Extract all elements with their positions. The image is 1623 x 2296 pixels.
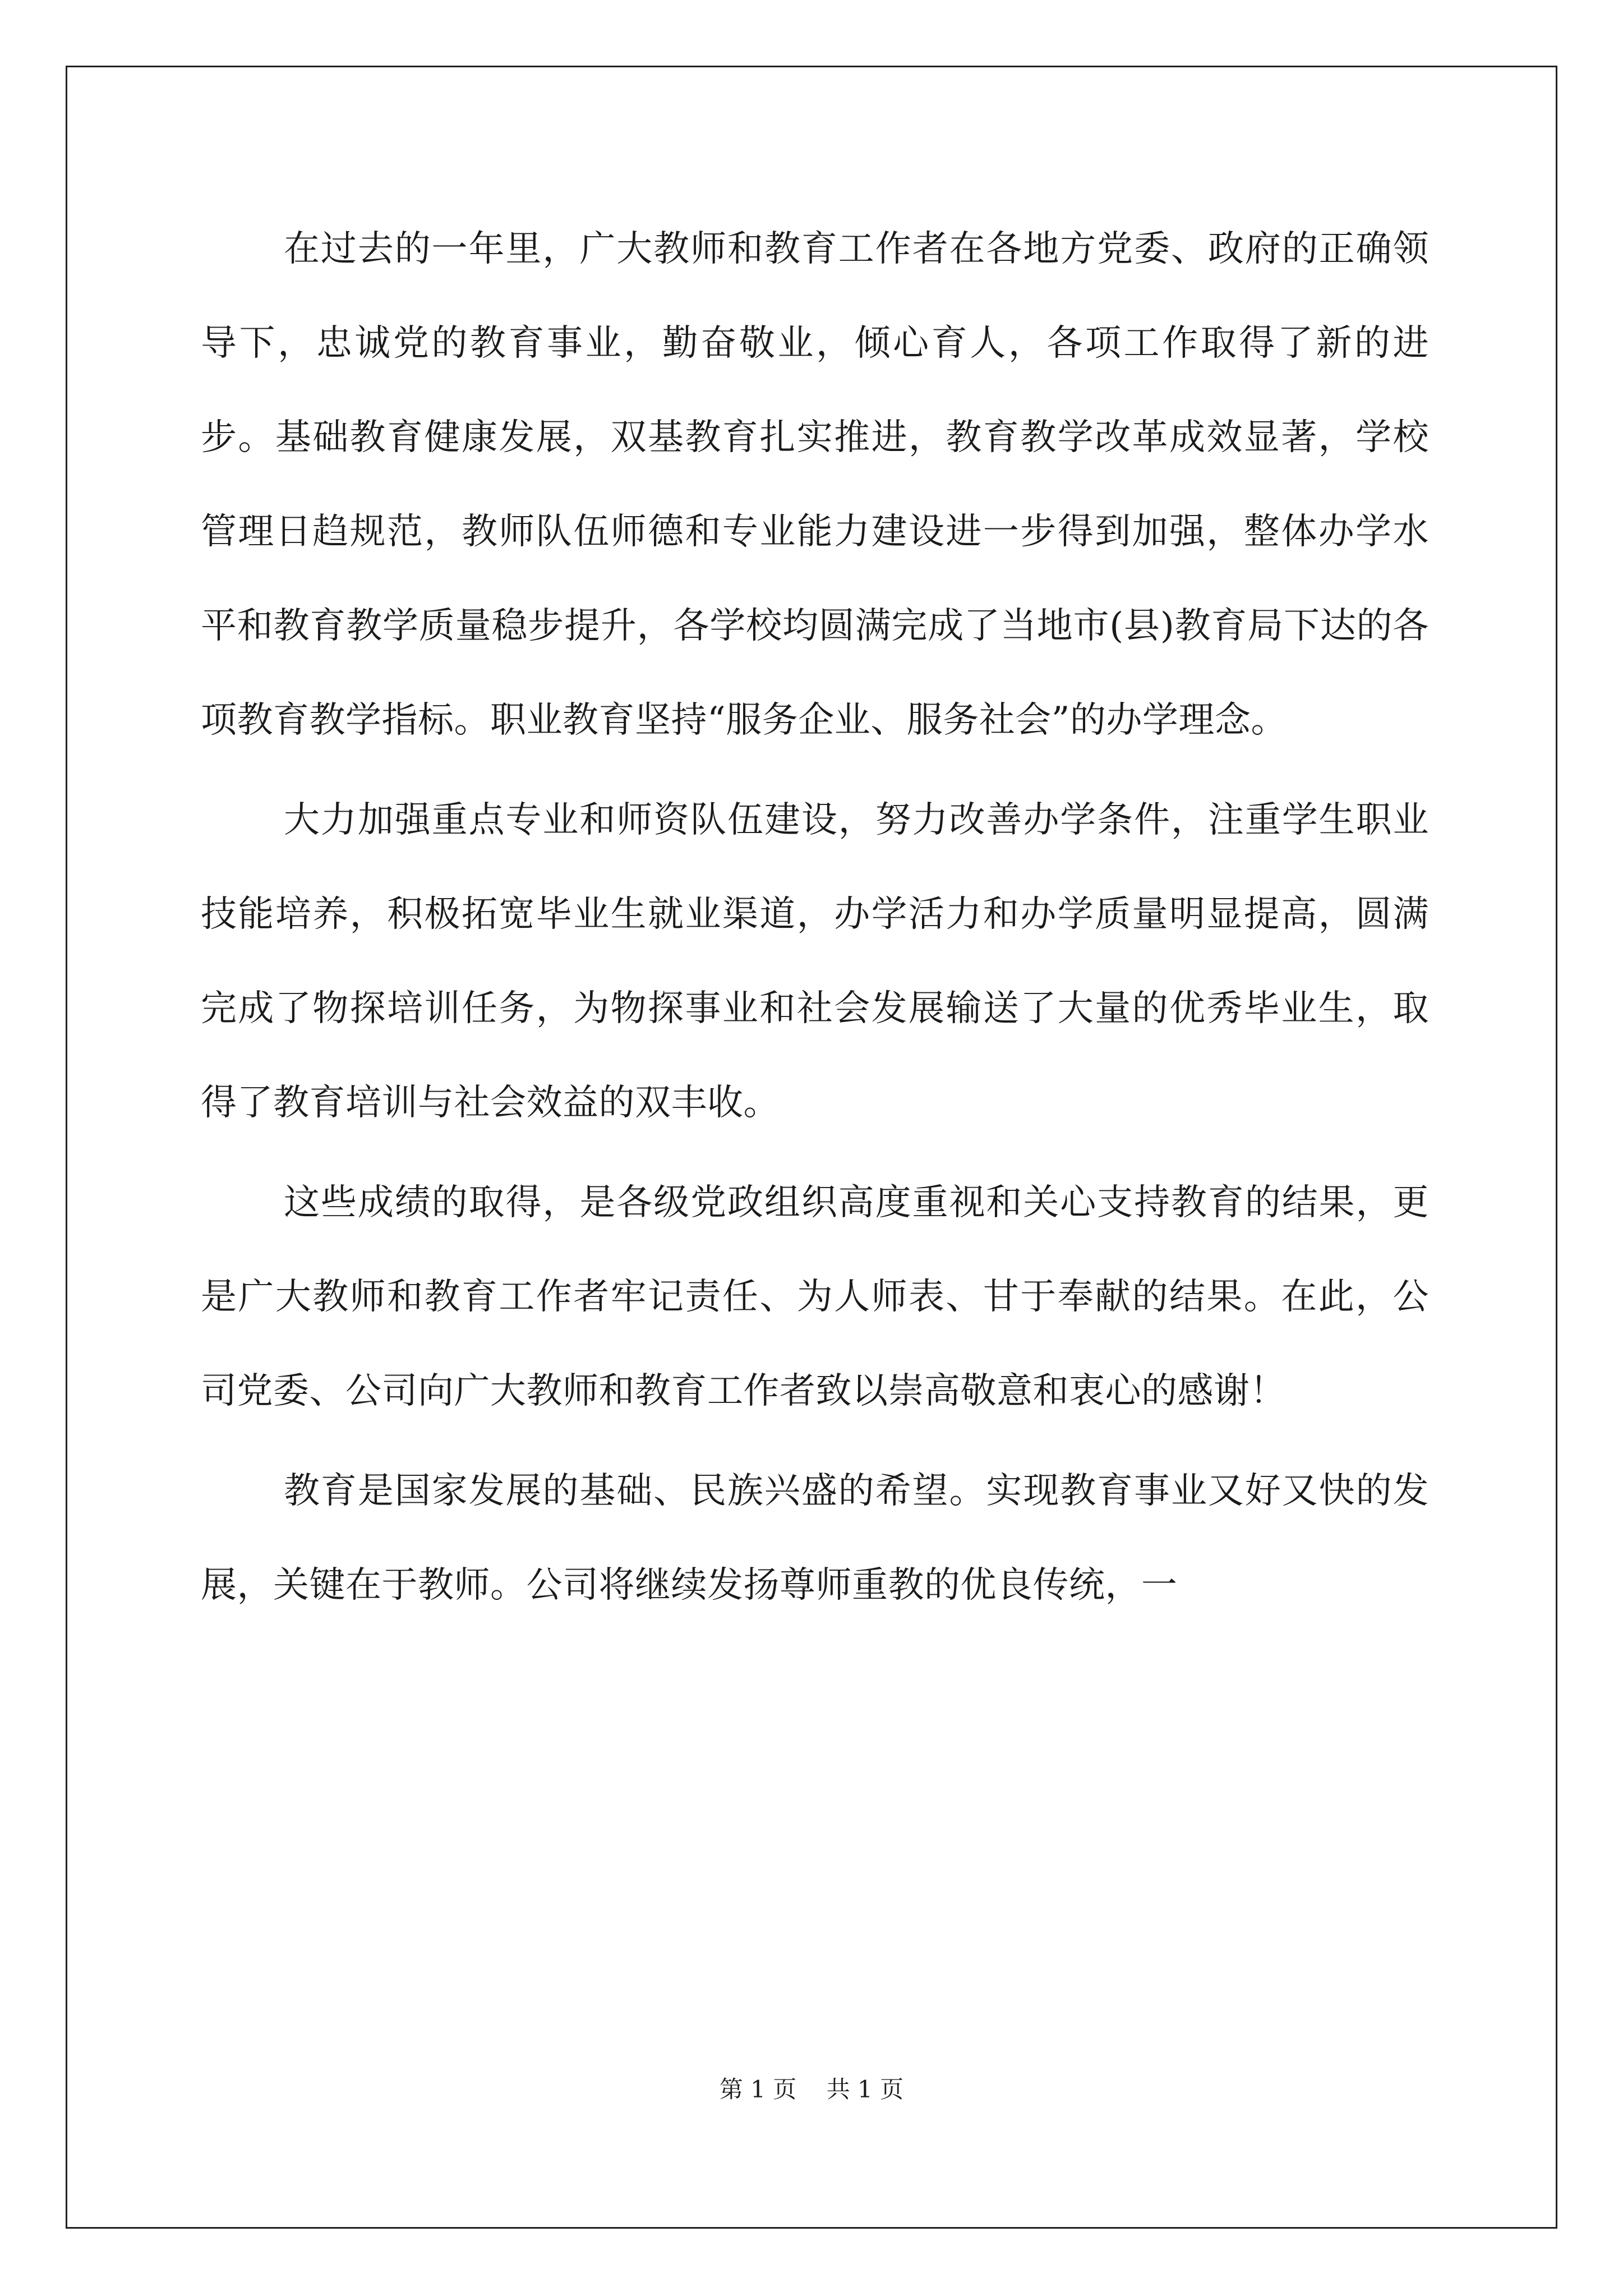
paragraph-2: 大力加强重点专业和师资队伍建设，努力改善办学条件，注重学生职业技能培养，积极拓宽毕业生就业渠道，办学活力和办学质量明显提高，圆满完成了物探培训任务，为物探事业和社会发展输送了大量的优秀毕业生，取得了教育培训与社会效益的双丰收。 — [201, 799, 1429, 1124]
paragraph-1: 在过去的一年里，广大教师和教育工作者在各地方党委、政府的正确领导下，忠诚党的教育事业，勤奋敬业，倾心育人，各项工作取得了新的进步。基础教育健康发展，双基教育扎实推进，教育教学改革成效显著，学校管理日趋规范，教师队伍师德和专业能力建设进一步得到加强，整体办学水平和教育教学质量稳步提升，各学校均圆满完成了当地市(县)教育局下达的各项教育教学指标。职业教育坚持“服务企业、服务社会”的办学理念。 — [201, 228, 1429, 741]
page-number-footer: 第 1 页 共 1 页 — [719, 2076, 904, 2103]
document-body — [201, 202, 1429, 1632]
paragraph-3: 这些成绩的取得，是各级党政组织高度重视和关心支持教育的结果，更是广大教师和教育工作者牢记责任、为人师表、甘于奉献的结果。在此，公司党委、公司向广大教师和教育工作者致以崇高敬意和衷心的感谢！ — [201, 1182, 1429, 1412]
paragraph-4: 教育是国家发展的基础、民族兴盛的希望。实现教育事业又好又快的发展，关键在于教师。公司将继续发扬尊师重教的优良传统，一 — [201, 1470, 1429, 1606]
